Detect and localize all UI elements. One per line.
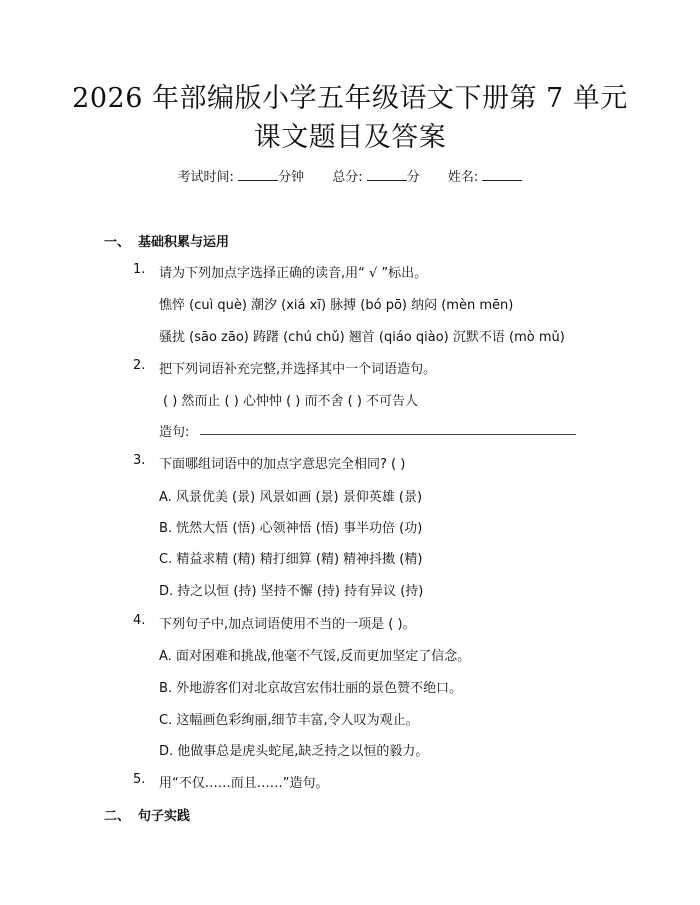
q4-option-a: A. 面对困难和挑战,他毫不气馁,反而更加坚定了信念。	[159, 649, 471, 664]
q2-make-sentence-label: 造句:	[159, 425, 190, 440]
q3-option-b: B. 恍然大悟 (悟) 心领神悟 (悟) 事半功倍 (功)	[159, 521, 423, 536]
q2-text: 把下列词语补充完整,并选择其中一个词语造句。	[159, 362, 437, 377]
q2-number: 2.	[133, 358, 146, 373]
section-1-label: 基础积累与运用	[138, 235, 230, 250]
section-1-number: 一、	[104, 235, 131, 250]
total-score	[332, 170, 424, 185]
student-name-blank[interactable]	[482, 168, 522, 181]
q1-text: 请为下列加点字选择正确的读音,用“ √ ”标出。	[159, 266, 428, 281]
exam-time-label: 考试时间:	[177, 170, 234, 185]
section-2-heading	[104, 805, 190, 824]
section-2-label: 句子实践	[138, 809, 191, 824]
q4-option-d: D. 他做事总是虎头蛇尾,缺乏持之以恒的毅力。	[159, 744, 429, 759]
q1-number: 1.	[133, 262, 146, 277]
total-score-unit: 分	[406, 170, 420, 185]
section-2-number: 二、	[104, 809, 131, 824]
q3-text: 下面哪组词语中的加点字意思完全相同? ( )	[159, 457, 406, 472]
page-title-line1: 2026 年部编版小学五年级语文下册第 7 单元	[72, 83, 628, 114]
q3-option-c: C. 精益求精 (精) 精打细算 (精) 精神抖擞 (精)	[159, 552, 423, 567]
q5-text: 用“不仅……而且……”造句。	[159, 776, 329, 791]
q2-idiom-row: ( ) 然而止 ( ) 心忡忡 ( ) 而不舍 ( ) 不可告人	[163, 394, 419, 409]
q3-number: 3.	[133, 453, 146, 468]
q5-number: 5.	[133, 772, 146, 787]
q4-number: 4.	[133, 613, 146, 628]
q3-option-a: A. 风景优美 (景) 风景如画 (景) 景仰英雄 (景)	[159, 490, 423, 505]
q4-text: 下列句子中,加点词语使用不当的一项是 ( )。	[159, 617, 416, 632]
q1-option-row-1: 憔悴 (cuì què) 潮汐 (xiá xī) 脉搏 (bó pō) 纳闷 (mèn mēn)	[159, 298, 514, 313]
total-score-blank[interactable]	[367, 168, 407, 181]
student-name	[448, 170, 523, 185]
q3-option-d: D. 持之以恒 (持) 坚持不懈 (持) 持有异议 (持)	[159, 584, 424, 599]
section-1-heading	[104, 231, 229, 250]
q2-answer-line[interactable]	[200, 434, 576, 435]
exam-meta	[0, 166, 700, 185]
q4-option-c: C. 这幅画色彩绚丽,细节丰富,令人叹为观止。	[159, 713, 419, 728]
exam-time-blank[interactable]	[238, 168, 278, 181]
q4-option-b: B. 外地游客们对北京故宫宏伟壮丽的景色赞不绝口。	[159, 681, 463, 696]
total-score-label: 总分:	[332, 170, 363, 185]
exam-time	[178, 170, 309, 185]
exam-time-unit: 分钟	[278, 170, 305, 185]
page-title-line2: 课文题目及答案	[253, 122, 447, 153]
q1-option-row-2: 骚扰 (sāo zāo) 踌躇 (chú chǔ) 翘首 (qiáo qiào) 沉默不语 (mò mǔ)	[159, 330, 565, 345]
student-name-label: 姓名:	[447, 170, 479, 185]
